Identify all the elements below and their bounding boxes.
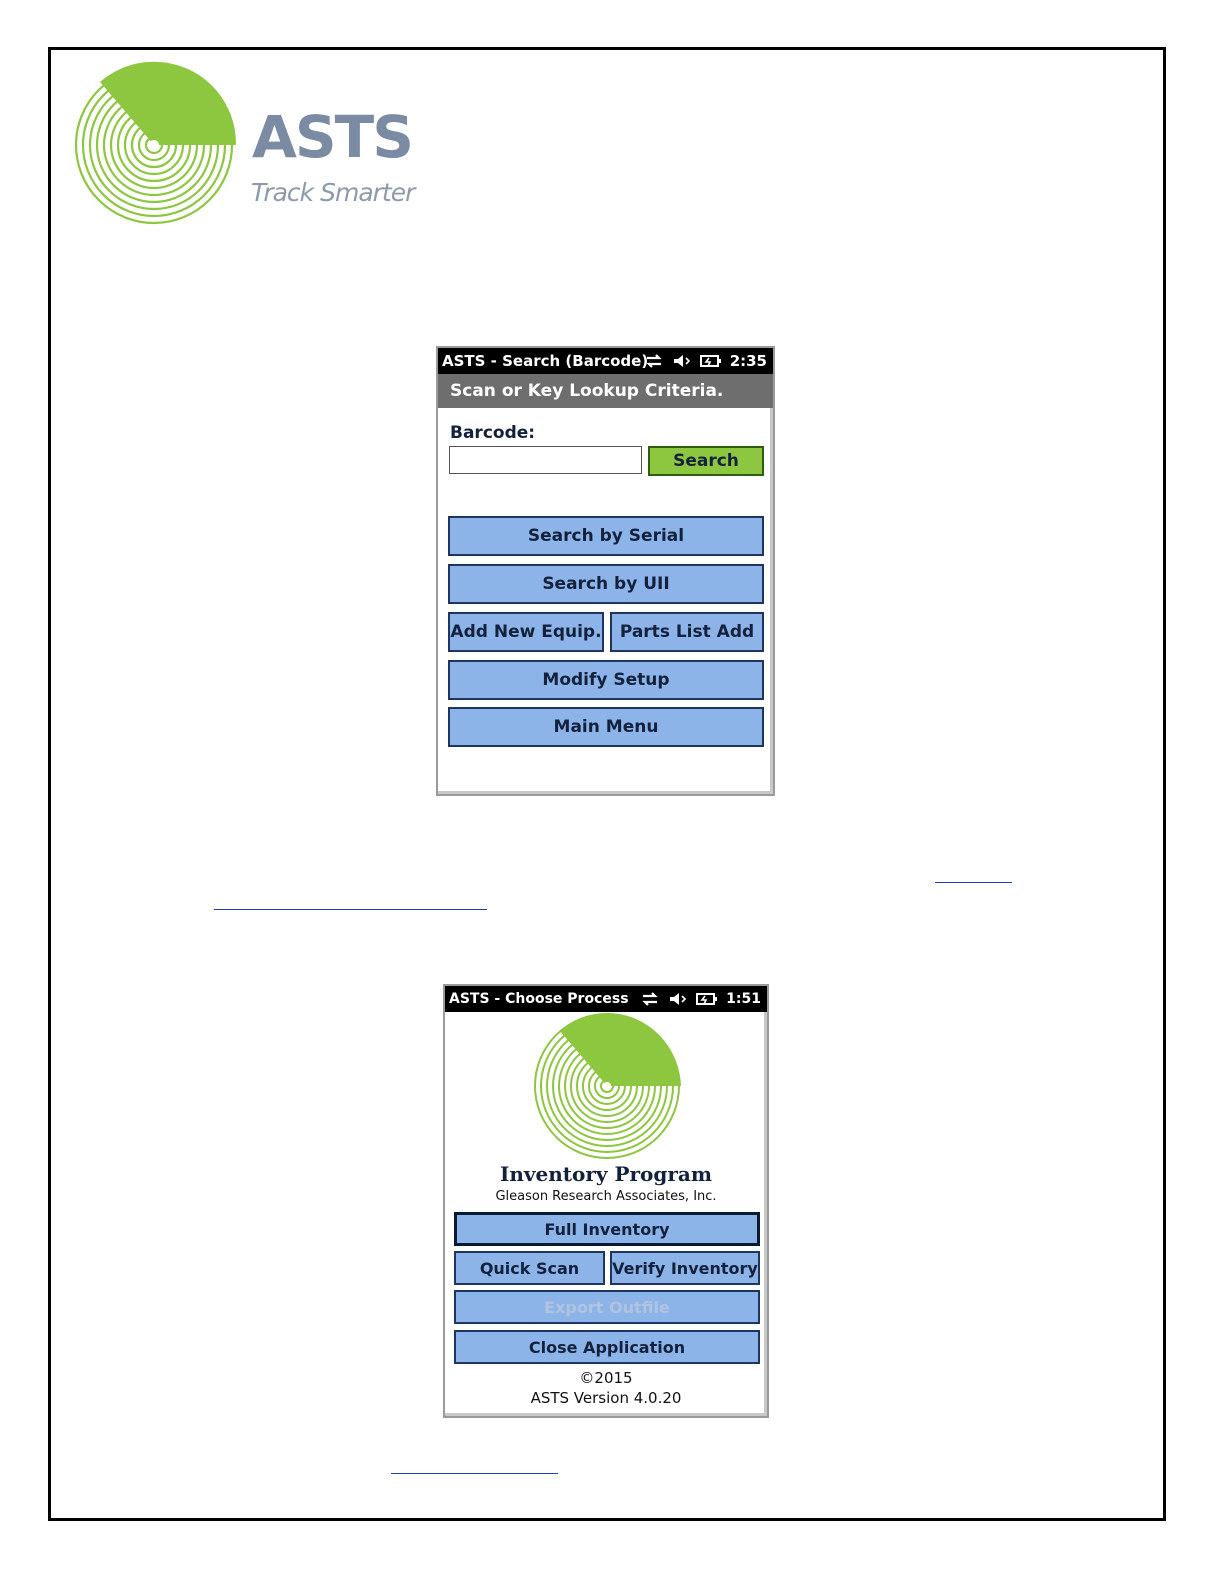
verify-inventory-button[interactable]: Verify Inventory xyxy=(610,1251,760,1285)
app-title: Inventory Program xyxy=(499,1162,713,1186)
search-barcode-screen xyxy=(436,346,775,796)
battery-icon xyxy=(700,353,722,369)
company-name: Gleason Research Associates, Inc. xyxy=(495,1189,717,1204)
battery-icon xyxy=(696,991,718,1007)
sync-icon xyxy=(644,353,664,369)
asts-app-logo xyxy=(533,1012,681,1160)
logo-tagline: Track Smarter xyxy=(251,178,415,207)
status-bar xyxy=(438,348,773,374)
export-outfile-button[interactable]: Export Outfile xyxy=(454,1290,760,1324)
hyperlink-underline[interactable] xyxy=(391,1473,558,1474)
hyperlink-underline[interactable] xyxy=(214,909,487,910)
speaker-icon xyxy=(672,353,692,369)
hyperlink-underline[interactable] xyxy=(935,882,1012,883)
clock: 1:51 xyxy=(726,991,761,1007)
choose-process-screen xyxy=(443,984,769,1418)
barcode-label: Barcode: xyxy=(450,423,536,443)
logo-wordmark: ASTS xyxy=(252,103,412,171)
version-info xyxy=(445,1368,767,1408)
full-inventory-button[interactable]: Full Inventory xyxy=(454,1212,760,1246)
status-bar xyxy=(445,986,767,1012)
barcode-input[interactable] xyxy=(449,446,642,474)
clock: 2:35 xyxy=(729,352,767,370)
main-menu-button[interactable]: Main Menu xyxy=(448,707,764,747)
modify-setup-button[interactable]: Modify Setup xyxy=(448,660,764,700)
speaker-icon xyxy=(668,991,688,1007)
instruction-header: Scan or Key Lookup Criteria. xyxy=(438,374,773,408)
add-new-equip-button[interactable]: Add New Equip. xyxy=(448,612,604,652)
window-title: ASTS - Choose Process xyxy=(449,991,629,1007)
quick-scan-button[interactable]: Quick Scan xyxy=(454,1251,605,1285)
version-text: ASTS Version 4.0.20 xyxy=(530,1389,682,1407)
search-button[interactable]: Search xyxy=(648,446,764,476)
copyright-text: ©2015 xyxy=(579,1369,633,1387)
search-by-serial-button[interactable]: Search by Serial xyxy=(448,516,764,556)
sync-icon xyxy=(640,991,660,1007)
status-icons xyxy=(640,991,761,1007)
close-application-button[interactable]: Close Application xyxy=(454,1330,760,1364)
status-icons xyxy=(644,352,767,370)
window-title: ASTS - Search (Barcode) xyxy=(442,352,649,370)
parts-list-add-button[interactable]: Parts List Add xyxy=(610,612,764,652)
search-by-uii-button[interactable]: Search by UII xyxy=(448,564,764,604)
